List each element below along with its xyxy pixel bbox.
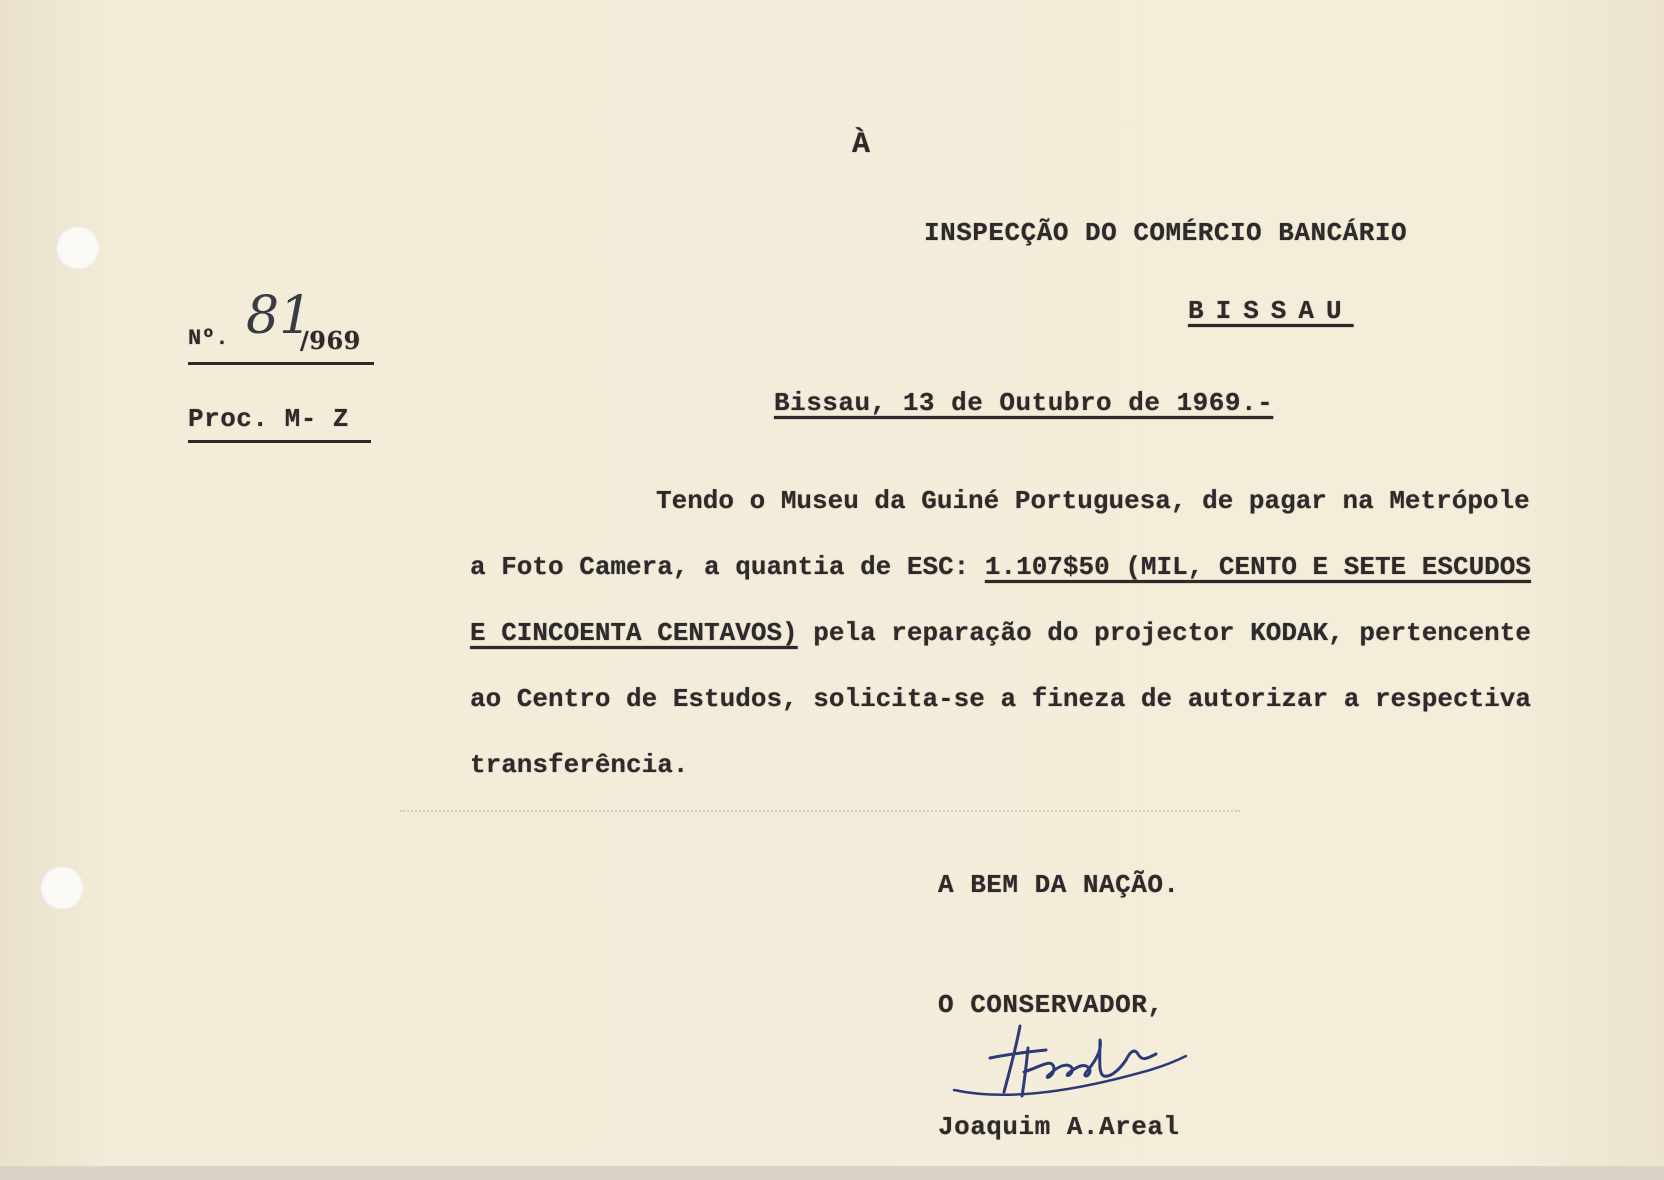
body-line-5: transferência.: [470, 750, 689, 780]
body-line-2: [470, 552, 1610, 582]
scan-edge: [0, 1166, 1664, 1180]
body-line-4: ao Centro de Estudos, solicita-se a fineza de autorizar a respectiva: [470, 684, 1531, 714]
faint-dotted-line: [400, 810, 1240, 812]
body-line-2-start: a Foto Camera, a quantia de ESC:: [470, 552, 985, 582]
letter-date: Bissau, 13 de Outubro de 1969.-: [774, 388, 1274, 418]
punch-hole-bottom: [40, 866, 84, 910]
punch-hole-top: [56, 226, 100, 270]
signatory-title: O CONSERVADOR,: [938, 990, 1164, 1020]
reference-number: [188, 286, 374, 365]
body-line-3-rest: pela reparação do projector KODAK, pertencente: [797, 618, 1531, 648]
signatory-name: Joaquim A.Areal: [938, 1112, 1180, 1142]
body-line-1: Tendo o Museu da Guiné Portuguesa, de pagar na Metrópole: [656, 486, 1530, 516]
addressee: INSPECÇÃO DO COMÉRCIO BANCÁRIO: [924, 218, 1408, 248]
closing: A BEM DA NAÇÃO.: [938, 870, 1180, 900]
amount-words: E CINCOENTA CENTAVOS): [470, 618, 798, 648]
salutation: À: [852, 128, 871, 162]
amount-figures: 1.107$50 (MIL, CENTO E SETE ESCUDOS: [984, 552, 1531, 582]
reference-number-handwritten: 81: [246, 286, 313, 346]
reference-number-year: /969: [300, 326, 361, 355]
handwritten-signature: [950, 1018, 1230, 1118]
body-line-3: [470, 618, 1610, 648]
city: BISSAU: [1188, 296, 1354, 326]
process-reference: Proc. M- Z: [188, 404, 371, 443]
reference-number-prefix: Nº.: [188, 326, 230, 351]
